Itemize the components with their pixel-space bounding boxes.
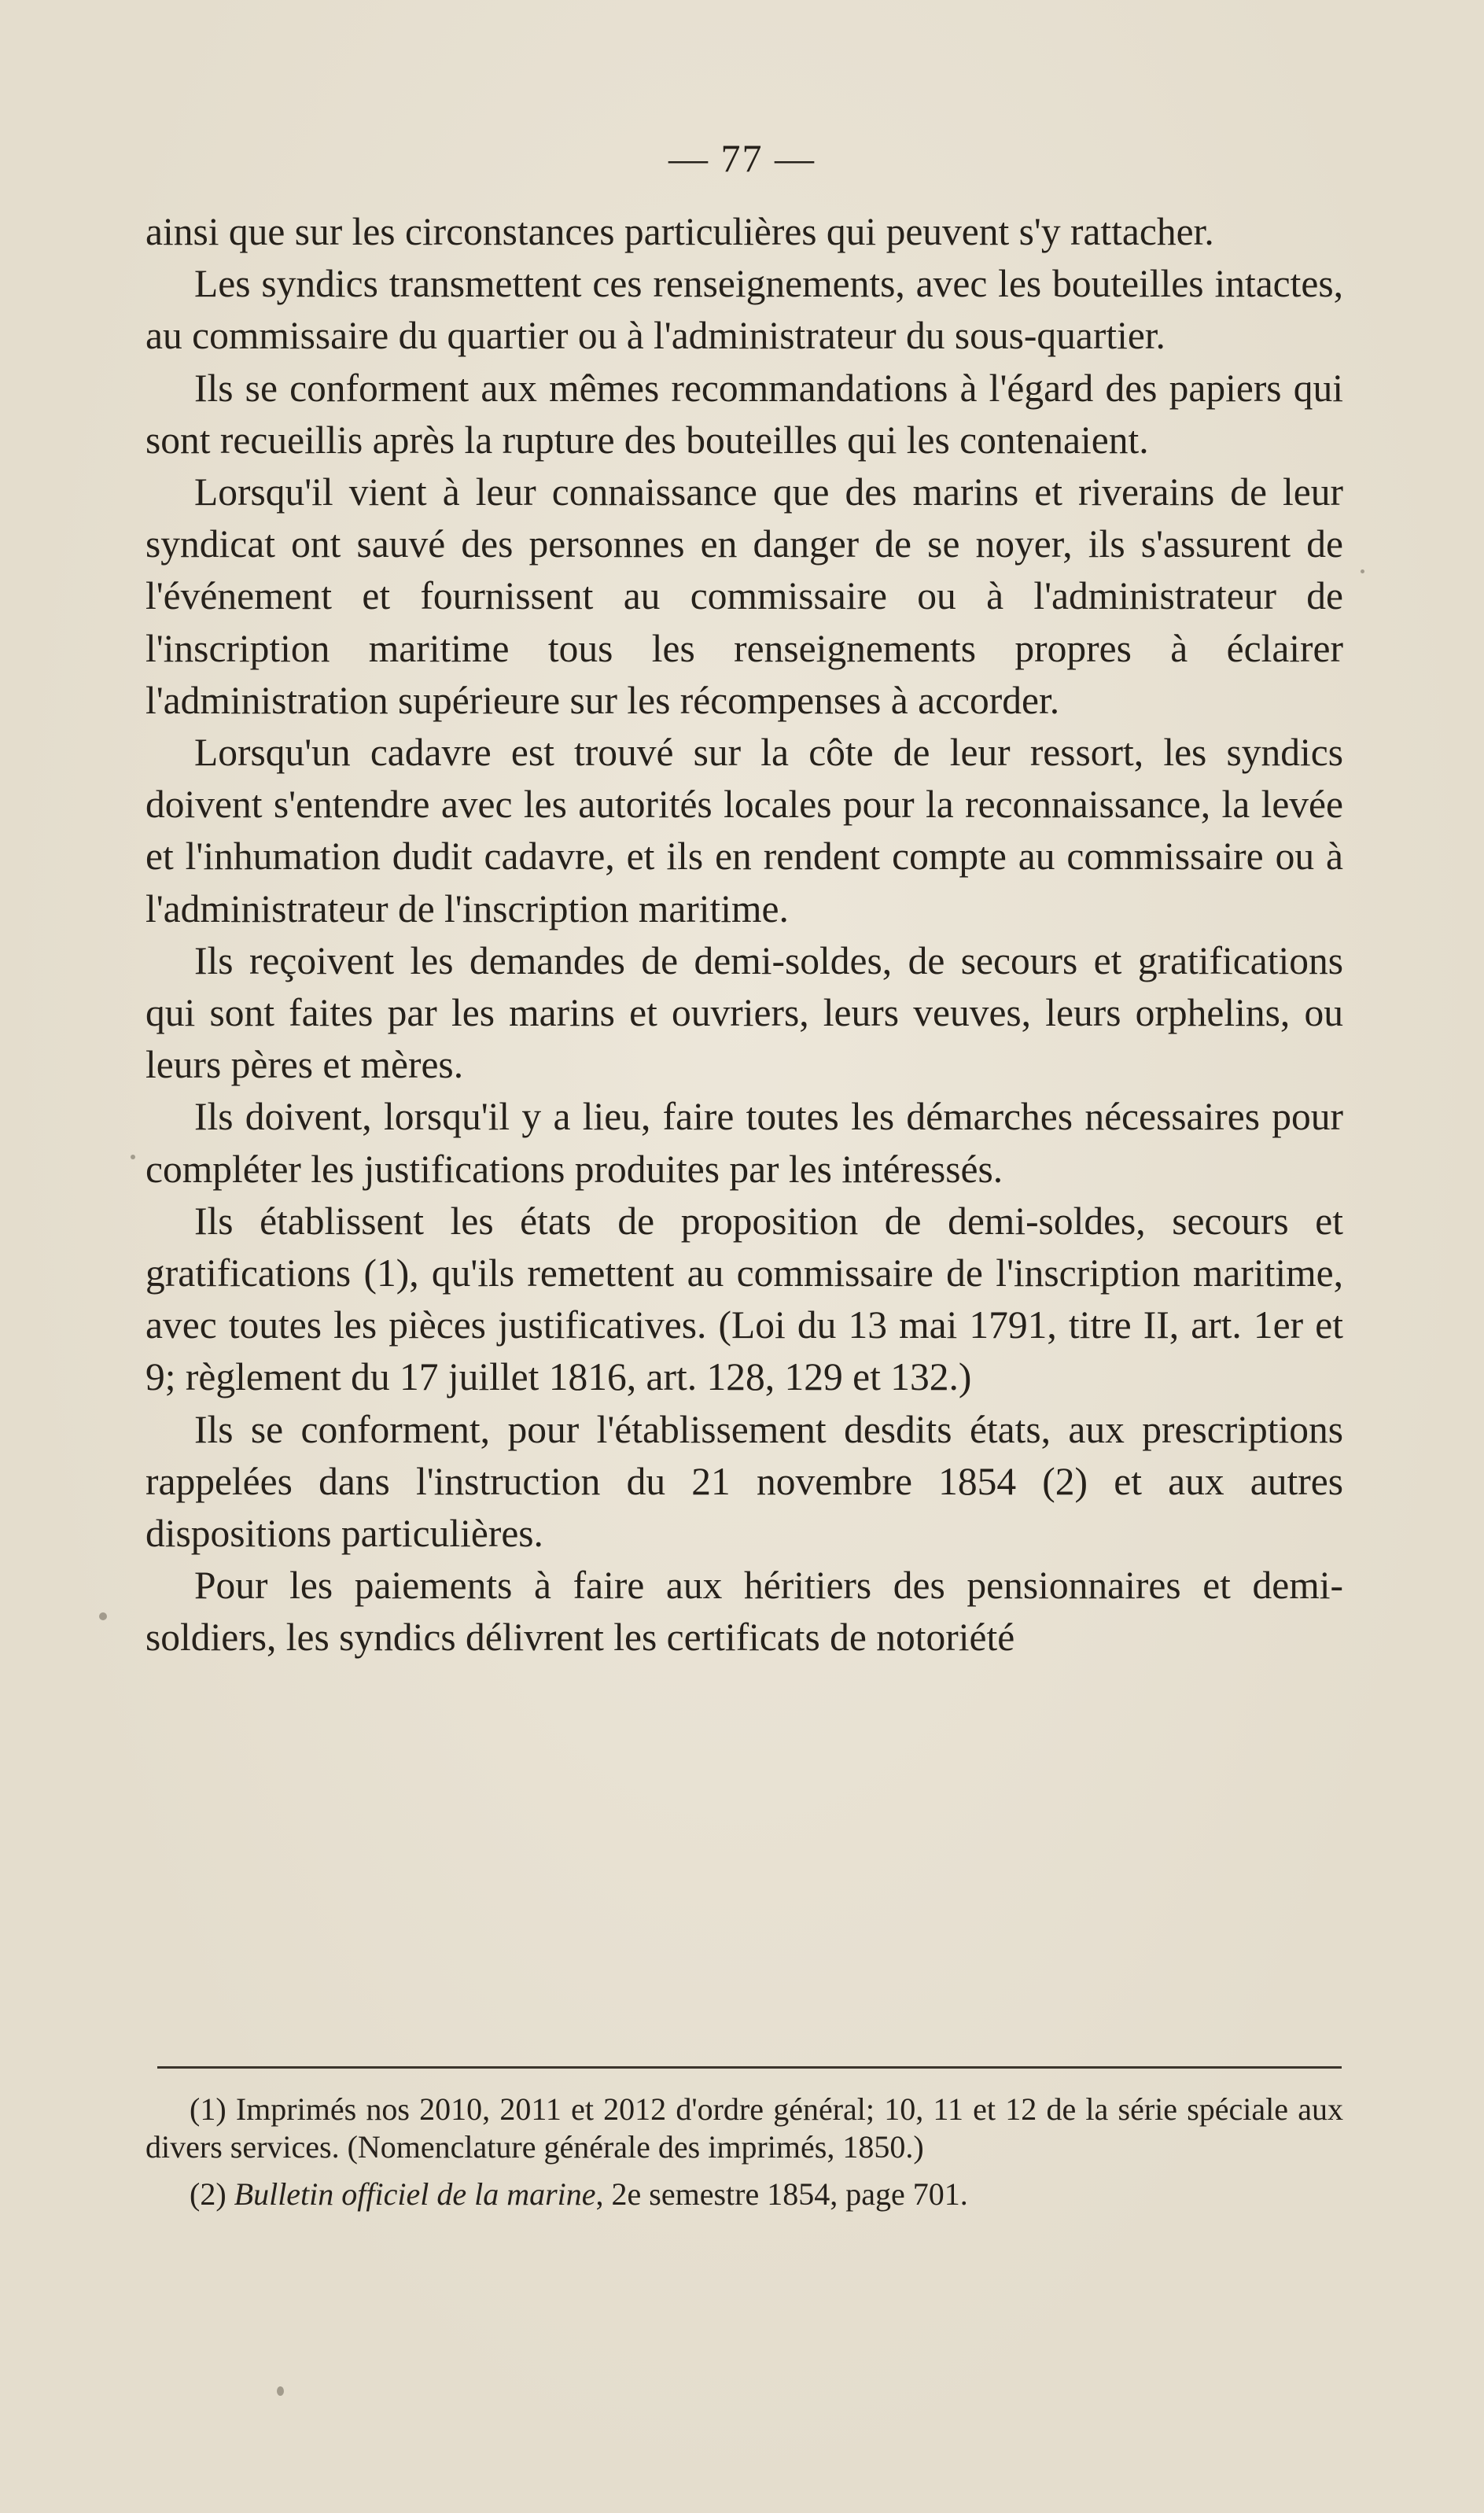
paragraph: Ils reçoivent les demandes de demi-soldes, de secours et gratifications qui sont faites par les marins et ouvriers, leurs veuves, leurs orphelins, ou leurs pères et mères. [145, 938, 1343, 1087]
footnote-2-title: Bulletin officiel de la marine [234, 2176, 596, 2212]
paragraph: ainsi que sur les circonstances particulières qui peuvent s'y rattacher. [145, 210, 1214, 253]
page-number: — 77 — [668, 136, 816, 180]
paper-speck [1361, 569, 1364, 573]
footnote-1: (1) Imprimés nos 2010, 2011 et 2012 d'ordre général; 10, 11 et 12 de la série spéciale aux divers services. (Nomenclature générale des imprimés, 1850.) [145, 2091, 1343, 2165]
footnote-2-rest: , 2e semestre 1854, page 701. [595, 2176, 968, 2212]
footnote-2 [145, 2176, 1343, 2213]
paragraph: Lorsqu'un cadavre est trouvé sur la côte de leur ressort, les syndics doivent s'entendre avec les autorités locales pour la reconnaissance, la levée et l'inhumation dudit cadavre, et ils en rendent compte au commissaire ou à l'administrateur de l'inscription maritime. [145, 731, 1343, 930]
paragraph: Pour les paiements à faire aux héritiers des pensionnaires et demi-soldiers, les syndics délivrent les certificats de notoriété [145, 1564, 1343, 1660]
paper-speck [99, 1612, 107, 1620]
paragraph: Ils établissent les états de proposition de demi-soldes, secours et gratifications (1), qu'ils remettent au commissaire de l'inscription maritime, avec toutes les pièces justificatives. (Loi du 13 mai 1791, titre II, art. 1er et 9; règlement du 17 juillet 1816, art. 128, 129 et 132.) [145, 1199, 1343, 1399]
paper-speck [131, 1155, 135, 1159]
paragraph: Ils doivent, lorsqu'il y a lieu, faire toutes les démarches nécessaires pour compléter les justifications produites par les intéressés. [145, 1095, 1343, 1191]
footnote-separator [157, 2066, 1342, 2069]
paragraph: Lorsqu'il vient à leur connaissance que des marins et riverains de leur syndicat ont sauvé des personnes en danger de se noyer, ils s'assurent de l'événement et fournissent au commissaire ou à l'administrateur de l'inscription maritime tous les renseignements propres à éclairer l'administration supérieure sur les récompenses à accorder. [145, 470, 1343, 722]
paragraph: Les syndics transmettent ces renseignements, avec les bouteilles intactes, au commissaire du quartier ou à l'administrateur du sous-quartier. [145, 262, 1343, 358]
paragraph: Ils se conforment, pour l'établissement desdits états, aux prescriptions rappelées dans l'instruction du 21 novembre 1854 (2) et aux autres dispositions particulières. [145, 1407, 1343, 1556]
paper-speck [277, 2386, 284, 2396]
footnotes [145, 2091, 1343, 2223]
footnote-2-marker: (2) [190, 2176, 234, 2212]
main-text [145, 206, 1343, 1664]
paragraph: Ils se conforment aux mêmes recommandations à l'égard des papiers qui sont recueillis après la rupture des bouteilles qui les contenaient. [145, 366, 1343, 462]
